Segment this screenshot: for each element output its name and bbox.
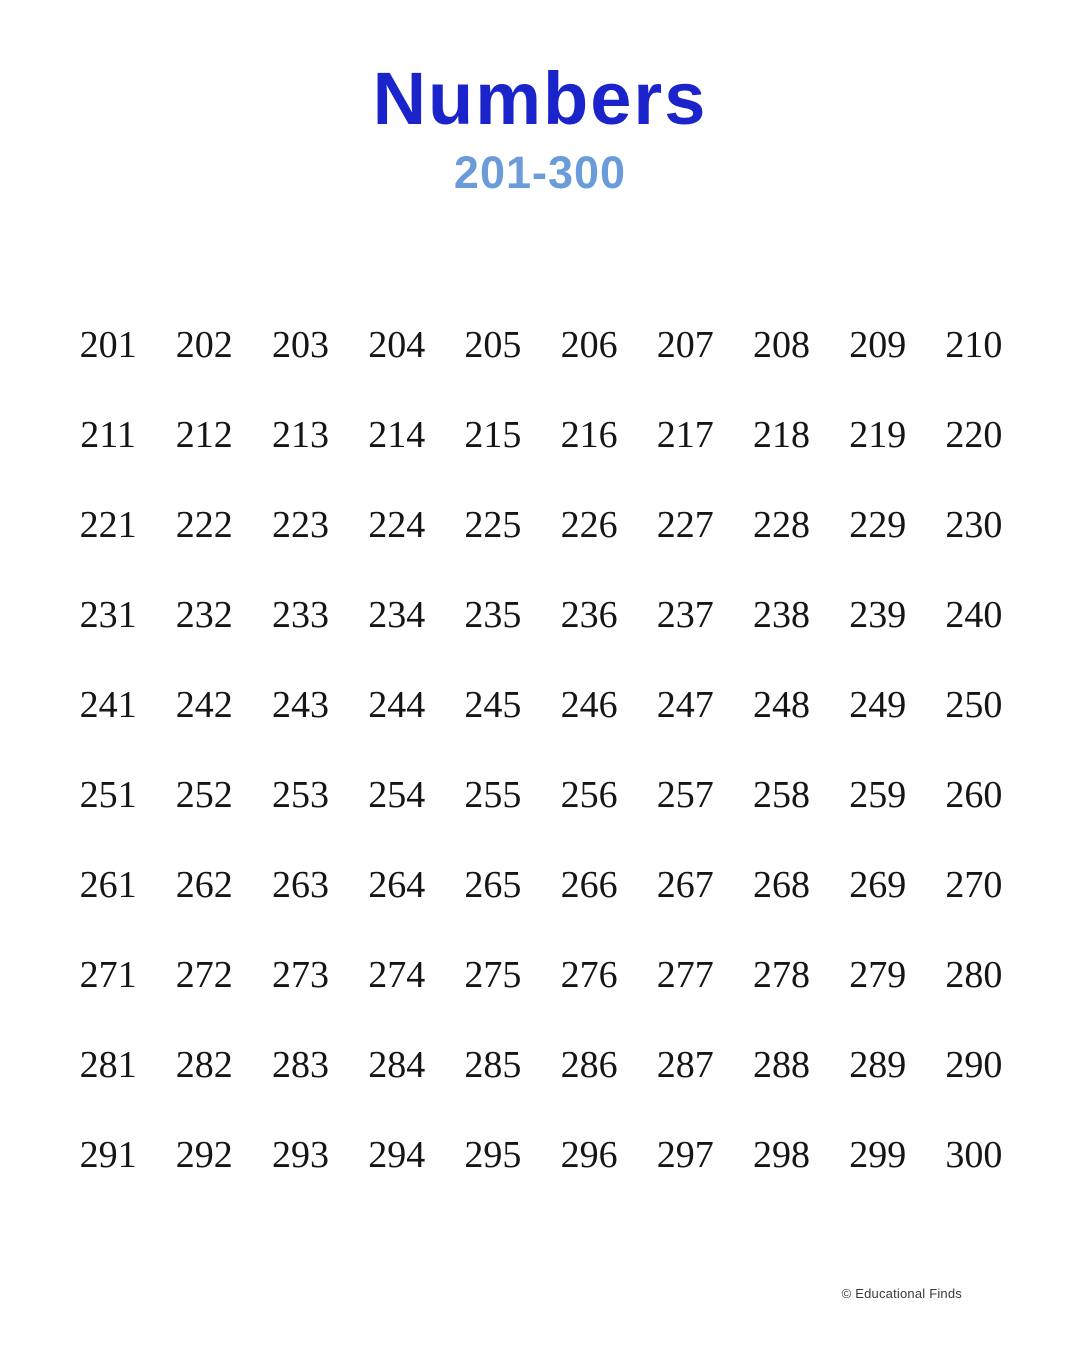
number-cell: 296 [560,1134,618,1176]
number-cell: 260 [945,774,1003,816]
number-cell: 265 [464,864,522,906]
number-cell: 268 [752,864,810,906]
number-cell: 266 [560,864,618,906]
number-cell: 288 [752,1044,810,1086]
number-cell: 225 [464,504,522,546]
number-cell: 224 [368,504,426,546]
number-cell: 285 [464,1044,522,1086]
number-cell: 223 [271,504,329,546]
number-cell: 213 [271,414,329,456]
number-cell: 253 [271,774,329,816]
number-cell: 299 [849,1134,907,1176]
number-cell: 228 [752,504,810,546]
number-cell: 278 [752,954,810,996]
number-cell: 204 [368,324,426,366]
number-cell: 230 [945,504,1003,546]
number-cell: 271 [79,954,137,996]
number-cell: 205 [464,324,522,366]
page-subtitle: 201-300 [453,147,627,198]
number-cell: 206 [560,324,618,366]
number-cell: 293 [271,1134,329,1176]
number-cell: 233 [271,594,329,636]
number-cell: 246 [560,684,618,726]
number-cell: 207 [656,324,714,366]
number-cell: 284 [368,1044,426,1086]
number-cell: 236 [560,594,618,636]
number-cell: 300 [945,1134,1003,1176]
number-cell: 257 [656,774,714,816]
number-cell: 219 [849,414,907,456]
numbers-grid [60,300,1022,1200]
number-cell: 261 [79,864,137,906]
number-cell: 294 [368,1134,426,1176]
number-cell: 267 [656,864,714,906]
number-cell: 231 [79,594,137,636]
number-cell: 202 [175,324,233,366]
number-cell: 283 [271,1044,329,1086]
number-cell: 240 [945,594,1003,636]
number-cell: 255 [464,774,522,816]
number-cell: 227 [656,504,714,546]
number-cell: 262 [175,864,233,906]
number-cell: 242 [175,684,233,726]
number-cell: 281 [79,1044,137,1086]
number-cell: 279 [849,954,907,996]
number-cell: 280 [945,954,1003,996]
number-cell: 244 [368,684,426,726]
number-cell: 269 [849,864,907,906]
page-title: Numbers [372,57,708,140]
number-cell: 259 [849,774,907,816]
number-cell: 251 [79,774,137,816]
number-cell: 275 [464,954,522,996]
number-cell: 270 [945,864,1003,906]
number-cell: 215 [464,414,522,456]
number-cell: 274 [368,954,426,996]
number-cell: 212 [175,414,233,456]
number-cell: 239 [849,594,907,636]
number-cell: 264 [368,864,426,906]
number-cell: 241 [79,684,137,726]
number-cell: 292 [175,1134,233,1176]
number-cell: 234 [368,594,426,636]
number-cell: 235 [464,594,522,636]
number-cell: 226 [560,504,618,546]
number-cell: 247 [656,684,714,726]
watermark: © Educational Finds [841,1286,962,1301]
number-cell: 229 [849,504,907,546]
header [0,57,1080,198]
number-cell: 210 [945,324,1003,366]
number-cell: 211 [80,414,136,456]
number-cell: 222 [175,504,233,546]
number-cell: 214 [368,414,426,456]
number-cell: 298 [752,1134,810,1176]
number-cell: 258 [752,774,810,816]
number-cell: 263 [271,864,329,906]
number-cell: 238 [752,594,810,636]
number-cell: 237 [656,594,714,636]
number-cell: 290 [945,1044,1003,1086]
number-cell: 256 [560,774,618,816]
number-cell: 295 [464,1134,522,1176]
number-cell: 273 [271,954,329,996]
number-cell: 297 [656,1134,714,1176]
number-cell: 216 [560,414,618,456]
number-cell: 287 [656,1044,714,1086]
number-cell: 248 [752,684,810,726]
number-cell: 243 [271,684,329,726]
number-cell: 272 [175,954,233,996]
number-cell: 282 [175,1044,233,1086]
number-cell: 249 [849,684,907,726]
number-cell: 232 [175,594,233,636]
number-cell: 221 [79,504,137,546]
number-cell: 250 [945,684,1003,726]
number-cell: 252 [175,774,233,816]
number-cell: 245 [464,684,522,726]
number-cell: 220 [945,414,1003,456]
number-cell: 289 [849,1044,907,1086]
number-cell: 208 [752,324,810,366]
number-cell: 291 [79,1134,137,1176]
number-cell: 203 [271,324,329,366]
number-cell: 286 [560,1044,618,1086]
number-cell: 209 [849,324,907,366]
number-cell: 276 [560,954,618,996]
number-cell: 201 [79,324,137,366]
number-cell: 277 [656,954,714,996]
number-cell: 218 [752,414,810,456]
number-cell: 254 [368,774,426,816]
number-cell: 217 [656,414,714,456]
